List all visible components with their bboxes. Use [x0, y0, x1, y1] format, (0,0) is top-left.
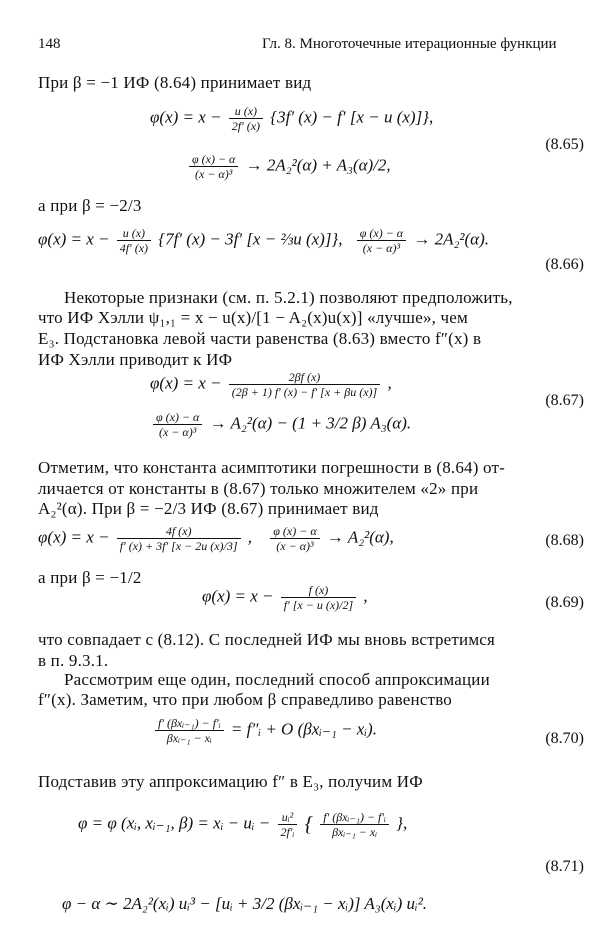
eq-numerator: φ (x) − α — [153, 410, 202, 425]
paragraph-6-line-2: в п. 9.3.1. — [38, 651, 109, 670]
eq-lhs: φ(x) = x − — [202, 586, 274, 606]
eq-denominator: 2f′ᵢ — [280, 825, 295, 839]
eq-denominator: 4f′ (x) — [119, 241, 149, 255]
eq-fraction-2 — [357, 226, 406, 255]
running-title: Гл. 8. Многоточечные итерационные функции — [262, 36, 557, 52]
equation-8-68 — [38, 524, 394, 553]
eq-lhs: φ = φ (xᵢ, xᵢ₋₁, β) = xᵢ − uᵢ − — [78, 813, 271, 833]
equation-8-71-line-1 — [78, 810, 407, 839]
eq-denominator: 2f′ (x) — [231, 119, 261, 133]
eq-fraction-2 — [270, 524, 319, 553]
eq-rhs: → 2A₂²(α). — [413, 229, 489, 249]
eq-denominator: f′ (x) + 3f′ [x − 2u (x)/3] — [119, 539, 238, 553]
equation-8-67-line-1 — [150, 370, 392, 399]
eq-fraction — [117, 524, 241, 553]
paragraph-3-line-4: ИФ Хэлли приводит к ИФ — [38, 350, 233, 369]
page-number: 148 — [38, 36, 61, 52]
paragraph-6-line-1: что совпадает с (8.12). С последней ИФ мы вновь встретимся — [38, 630, 496, 649]
paragraph-7-line-1: Рассмотрим еще один, последний способ аппроксимации — [64, 670, 490, 689]
eq-fraction — [117, 226, 151, 255]
equation-8-69 — [202, 583, 368, 612]
eq-lhs: φ(x) = x − — [38, 229, 110, 249]
paragraph-7-line-2: f″(x). Заметим, что при любом β справедливо равенство — [38, 690, 453, 709]
eq-numerator: φ (x) − α — [270, 524, 319, 539]
equation-8-67-line-2 — [150, 410, 411, 439]
paragraph-1: При β = −1 ИФ (8.64) принимает вид — [38, 73, 312, 92]
eq-numerator: 2βf (x) — [229, 370, 380, 385]
eq-end: , — [363, 586, 368, 606]
equation-number-8-65: (8.65) — [545, 136, 584, 153]
eq-numerator: f′ (βxᵢ₋₁) − f′ᵢ — [155, 716, 224, 731]
paragraph-4-line-2: личается от константы в (8.67) только множителем «2» при — [38, 479, 479, 498]
eq-denominator: βxᵢ₋₁ − xᵢ — [332, 825, 378, 839]
eq-rhs: = f″ᵢ + O (βxᵢ₋₁ − xᵢ). — [230, 719, 377, 739]
eq-fraction — [281, 583, 356, 612]
equation-8-70 — [152, 716, 377, 745]
equation-8-66 — [38, 226, 489, 255]
eq-numerator: φ (x) − α — [357, 226, 406, 241]
paragraph-5: а при β = −1/2 — [38, 568, 142, 587]
eq-fraction — [229, 370, 380, 399]
equation-number-8-68: (8.68) — [545, 532, 584, 549]
paragraph-3-line-2: что ИФ Хэлли ψ₁,₁ = x − u(x)/[1 − A₂(x)u(x)] «лучше», чем — [38, 308, 468, 327]
paragraph-8: Подставив эту аппроксимацию f″ в E₃, получим ИФ — [38, 772, 423, 791]
eq-fraction — [229, 104, 263, 133]
eq-numerator: uᵢ² — [278, 810, 298, 825]
eq-numerator: f′ (βxᵢ₋₁) − f′ᵢ — [320, 810, 389, 825]
equation-number-8-67: (8.67) — [545, 392, 584, 409]
eq-denominator: (2β + 1) f′ (x) − f′ [x + βu (x)] — [231, 385, 378, 399]
paragraph-4-line-3: A₂²(α). При β = −2/3 ИФ (8.67) принимает вид — [38, 499, 379, 518]
eq-fraction — [153, 410, 202, 439]
eq-lhs: φ(x) = x − — [150, 373, 222, 393]
eq-denominator: f′ [x − u (x)/2] — [283, 598, 354, 612]
eq-comma: , — [247, 527, 253, 547]
eq-denominator: (x − α)³ — [362, 241, 401, 255]
eq-end: }, — [396, 813, 408, 833]
equation-number-8-71: (8.71) — [545, 858, 584, 875]
eq-fraction — [189, 152, 238, 181]
eq-denominator: (x − α)³ — [276, 539, 314, 553]
paragraph-4-line-1: Отметим, что константа асимптотики погрешности в (8.64) от- — [38, 458, 506, 477]
eq-mid: {7f′ (x) − 3f′ [x − ⅔u (x)]}, — [158, 229, 343, 249]
paragraph-3-line-3: E₃. Подстановка левой части равенства (8.63) вместо f″(x) в — [38, 329, 482, 348]
eq-rhs: → 2A₂²(α) + A₃(α)/2, — [245, 155, 391, 175]
equation-8-65-line-1 — [150, 104, 433, 133]
eq-numerator: φ (x) − α — [189, 152, 238, 167]
eq-numerator: 4f (x) — [117, 524, 241, 539]
eq-numerator: u (x) — [229, 104, 263, 119]
equation-8-71-line-2: φ − α ∼ 2A₂²(xᵢ) uᵢ³ − [uᵢ + 3/2 (βxᵢ₋₁ − xᵢ)] A₃(xᵢ) uᵢ². — [62, 894, 428, 913]
eq-numerator: f (x) — [281, 583, 356, 598]
equation-number-8-66: (8.66) — [545, 256, 584, 273]
paragraph-3-line-1: Некоторые признаки (см. п. 5.2.1) позволяют предположить, — [64, 288, 513, 307]
equation-8-65-line-2 — [186, 152, 391, 181]
eq-rhs: → A₂²(α) − (1 + 3/2 β) A₃(α). — [209, 413, 412, 433]
equation-number-8-70: (8.70) — [545, 730, 584, 747]
eq-fraction — [155, 716, 224, 745]
eq-rhs: → A₂²(α), — [326, 527, 394, 547]
paragraph-2: а при β = −2/3 — [38, 196, 142, 215]
eq-numerator: u (x) — [117, 226, 151, 241]
eq-lhs: φ(x) = x − — [150, 107, 222, 127]
equation-number-8-69: (8.69) — [545, 594, 584, 611]
eq-fraction — [278, 810, 298, 839]
eq-denominator: (x − α)³ — [159, 425, 197, 439]
open-brace: { — [304, 811, 314, 836]
eq-end: , — [387, 373, 392, 393]
eq-inner-fraction — [320, 810, 389, 839]
eq-lhs: φ(x) = x − — [38, 527, 110, 547]
eq-denominator: (x − α)³ — [195, 167, 233, 181]
eq-denominator: βxᵢ₋₁ − xᵢ — [166, 731, 212, 745]
eq-rhs: {3f′ (x) − f′ [x − u (x)]}, — [270, 107, 434, 127]
